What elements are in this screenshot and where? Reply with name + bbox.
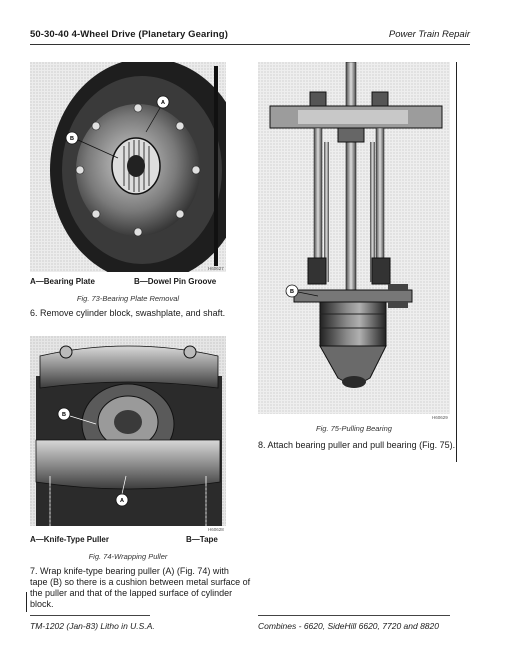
change-bar-left [26, 592, 27, 612]
change-bar-right [456, 62, 457, 462]
fig74-photo [30, 336, 226, 526]
fig75-photo [258, 62, 450, 414]
step-7-line-3: the puller and that of the lapped surface of cylinder [30, 588, 233, 598]
fig73-photo [30, 62, 226, 272]
footer-rule-left [30, 615, 150, 616]
header-rule [30, 44, 470, 45]
callout-a-label: A [120, 498, 124, 504]
callout-b-label: B [62, 412, 66, 418]
fig74-caption: Fig. 74-Wrapping Puller [88, 552, 168, 561]
footer-rule-right [258, 615, 450, 616]
fig73-caption: Fig. 73-Bearing Plate Removal [76, 294, 180, 303]
fig73-legend-b: B—Dowel Pin Groove [134, 277, 217, 286]
fig73-photo-id: H60627 [208, 266, 224, 271]
callout-b-label: B [70, 136, 74, 142]
page-title: Power Train Repair [388, 29, 470, 40]
callout-a-label: A [161, 100, 165, 106]
step-7 [30, 566, 251, 610]
fig74-photo-id: H60628 [208, 527, 224, 532]
callout-b-label: B [290, 289, 294, 295]
fig74-legend-b: B—Tape [186, 535, 218, 544]
fig75-photo-id: H60629 [432, 415, 448, 420]
step-7-line-1: 7. Wrap knife-type bearing puller (A) (Fig. 74) with [30, 566, 229, 576]
fig74-legend-a: A—Knife-Type Puller [30, 535, 109, 544]
section-header: 50-30-40 4-Wheel Drive (Planetary Gearing) [30, 29, 228, 40]
fig75-caption: Fig. 75-Pulling Bearing [316, 424, 392, 433]
fig73-legend-a: A—Bearing Plate [30, 277, 95, 286]
footer-left: TM-1202 (Jan-83) Litho in U.S.A. [30, 621, 155, 631]
footer-right: Combines - 6620, SideHill 6620, 7720 and 8820 [258, 621, 439, 631]
step-6: 6. Remove cylinder block, swashplate, and shaft. [30, 308, 226, 318]
step-7-line-4: block. [30, 599, 54, 609]
step-7-line-2: tape (B) so there is a cushion between metal surface of [30, 577, 251, 587]
step-8: 8. Attach bearing puller and pull bearing (Fig. 75). [258, 440, 456, 450]
